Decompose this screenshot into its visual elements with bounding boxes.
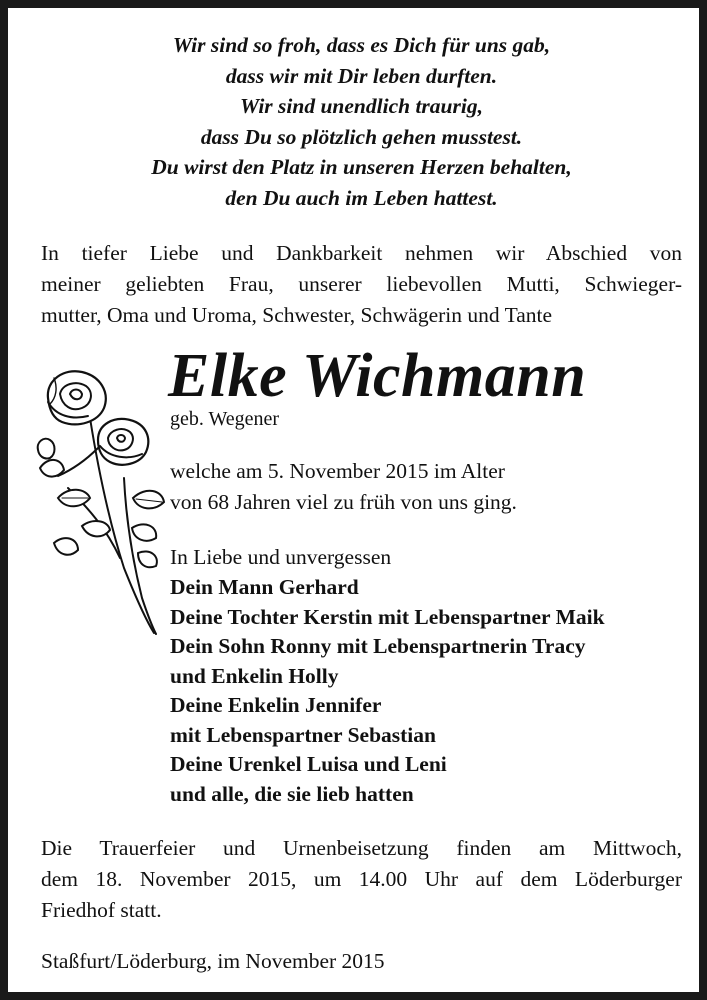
mourner-line: Deine Tochter Kerstin mit Lebenspartner Maik [170,604,605,629]
death-notice [170,456,517,518]
poem-line: Wir sind unendlich traurig, [240,94,483,118]
poem [28,30,695,213]
service-line: Friedhof statt. [41,898,162,922]
maiden-name: geb. Wegener [170,408,280,430]
service-paragraph [41,833,682,926]
mourner-line: Dein Mann Gerhard [170,575,359,599]
poem-line: dass wir mit Dir leben durften. [225,63,498,88]
intro-line: mutter, Oma und Uroma, Schwester, Schwägerin und Tante [41,303,553,327]
poem-line: dass Du so plötzlich gehen musstest. [200,124,523,149]
mourner-line: und Enkelin Holly [170,663,339,688]
death-line: von 68 Jahren viel zu früh von uns ging. [170,490,517,514]
place-date: Staßfurt/Löderburg, im November 2015 [41,949,385,973]
poem-line: Wir sind so froh, dass es Dich für uns gab, [172,33,551,57]
death-line: welche am 5. November 2015 im Alter [170,459,505,483]
mourners-list [170,573,605,809]
mourner-line: mit Lebenspartner Sebastian [170,722,436,747]
mourner-line: Deine Enkelin Jennifer [170,693,382,717]
mourner-line: und alle, die sie lieb hatten [170,781,414,806]
deceased-name: Elke Wichmann [168,342,587,410]
mourner-line: Dein Sohn Ronny mit Lebenspartnerin Tracy [170,634,586,658]
poem-line: Du wirst den Platz in unseren Herzen behalten, [151,155,572,179]
service-line: dem 18. November 2015, um 14.00 Uhr auf dem Löderburger [41,867,682,891]
service-line: Die Trauerfeier und Urnenbeisetzung finden am Mittwoch, [41,836,682,860]
roses-icon [28,358,168,638]
mourner-line: Deine Urenkel Luisa und Leni [170,752,447,776]
mourners-intro: In Liebe und unvergessen [170,545,392,569]
intro-paragraph [41,238,682,331]
poem-line: den Du auch im Leben hattest. [225,185,498,210]
intro-line: meiner geliebten Frau, unserer liebevollen Mutti, Schwieger- [41,272,682,296]
intro-line: In tiefer Liebe und Dankbarkeit nehmen wir Abschied von [41,241,682,265]
